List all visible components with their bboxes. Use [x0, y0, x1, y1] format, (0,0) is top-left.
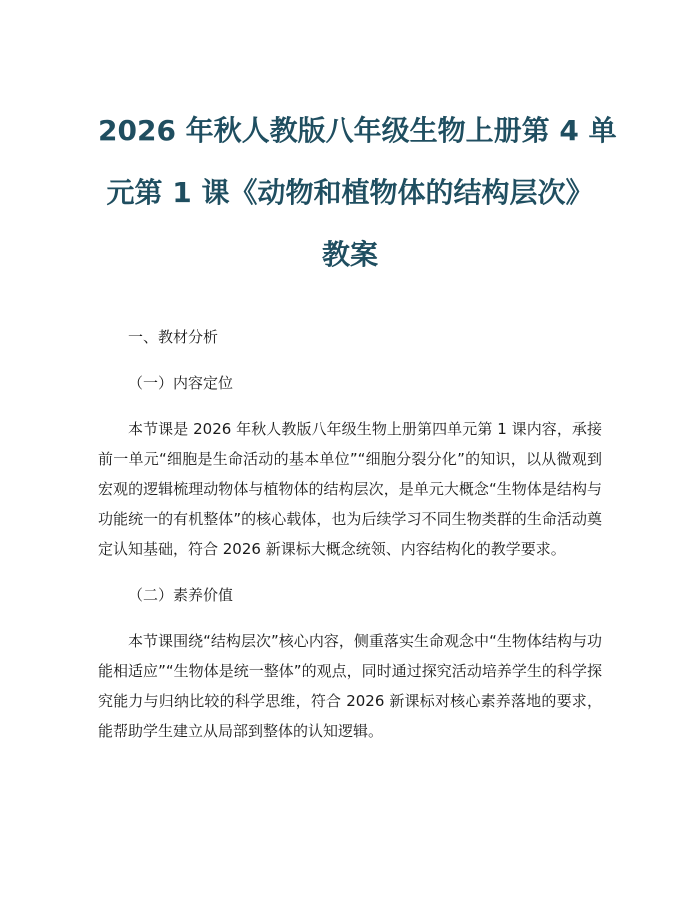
title-line-2: 元第 1 课《动物和植物体的结构层次》 — [106, 176, 594, 209]
document-body — [98, 318, 602, 758]
section-heading-textbook-analysis: 一、教材分析 — [128, 328, 219, 346]
paragraph-literacy-value: 本节课围绕“结构层次”核心内容，侧重落实生命观念中“生物体结构与功能相适应”“生物体是统一整体”的观点，同时通过探究活动培养学生的科学探究能力与归纳比较的科学思维，符合 2026 新课标对核心素养落地的要求，能帮助学生建立从局部到整体的认知逻辑。 — [98, 632, 602, 740]
subsection-heading-content-positioning: （一）内容定位 — [128, 374, 234, 392]
title-line-3: 教案 — [321, 238, 378, 271]
subsection-heading-literacy-value: （二）素养价值 — [128, 586, 234, 604]
title-line-1: 2026 年秋人教版八年级生物上册第 4 单 — [98, 114, 617, 147]
paragraph-content-positioning: 本节课是 2026 年秋人教版八年级生物上册第四单元第 1 课内容，承接前一单元“细胞是生命活动的基本单位”“细胞分裂分化”的知识，以从微观到宏观的逻辑梳理动物体与植物体的结构层次，是单元大概念“生物体是结构与功能统一的有机整体”的核心载体，也为后续学习不同生物类群的生命活动奠定认知基础，符合 2026 新课标大概念统领、内容结构化的教学要求。 — [98, 420, 602, 558]
document-title — [98, 100, 617, 286]
